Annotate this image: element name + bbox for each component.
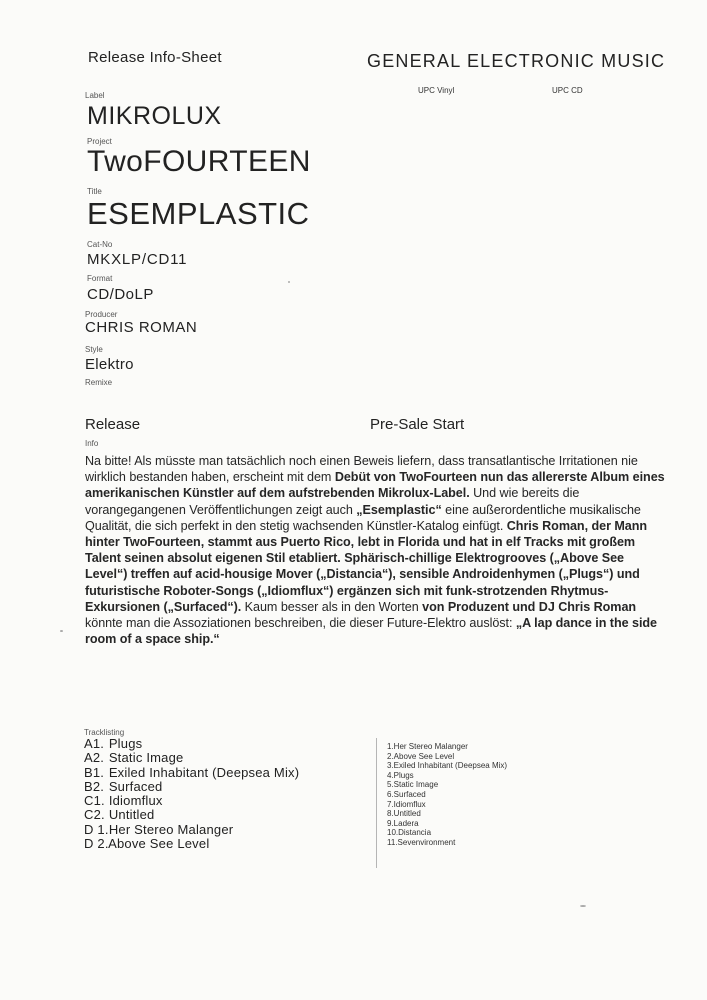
sheet-title: Release Info-Sheet (88, 49, 222, 66)
producer-caption: Producer (85, 310, 118, 319)
cd-track: 4.Plugs (387, 770, 414, 780)
info-text-segment: Na bitte! Als müsste man tatsächlich noch einen Beweis liefern, dass transatlantische Irritationen nie wirklich bestanden haben, erscheint mit dem (85, 454, 638, 485)
upc-cd-label: UPC CD (552, 86, 583, 95)
catno-value: MKXLP/CD11 (87, 251, 188, 268)
label-value: MIKROLUX (87, 102, 222, 130)
info-text-bold: „A lap dance in the side room of a space ship.“ (85, 616, 657, 647)
producer-value: CHRIS ROMAN (85, 319, 198, 336)
cd-track: 5.Static Image (387, 780, 439, 790)
catno-caption: Cat-No (87, 240, 113, 249)
brand-name: GENERAL ELECTRONIC MUSIC (367, 51, 666, 71)
vinyl-track (84, 751, 364, 765)
cd-track: 8.Untitled (387, 809, 421, 819)
vinyl-track (84, 823, 364, 837)
style-value: Elektro (85, 356, 134, 373)
cd-track: 9.Ladera (387, 818, 419, 828)
cd-track: 6.Surfaced (387, 789, 426, 799)
scan-speck (580, 905, 586, 907)
vinyl-track (84, 808, 364, 822)
project-value: TwoFOURTEEN (87, 145, 311, 178)
upc-vinyl-label: UPC Vinyl (418, 86, 455, 95)
vinyl-track (84, 780, 364, 794)
track-position: D 1. (84, 821, 109, 837)
cd-track: 3.Exiled Inhabitant (Deepsea Mix) (387, 761, 508, 771)
track-title: Static Image (108, 750, 184, 766)
cd-track: 7.Idiomflux (387, 799, 426, 809)
cd-column-divider (376, 738, 377, 868)
track-position: A1. (84, 736, 105, 751)
track-title: Above See Level (108, 836, 210, 852)
track-position: A2. (84, 750, 105, 766)
release-heading: Release (85, 416, 141, 433)
track-title: Untitled (108, 807, 155, 823)
scan-speck (60, 630, 63, 632)
track-title: Surfaced (108, 778, 163, 794)
info-text-segment: eine außerordentliche musikalische Qualität, die sich perfekt in den stetig wachsenden Künstler-Katalog einfügt. (85, 502, 641, 533)
track-title: Plugs (108, 736, 143, 751)
vinyl-track (84, 837, 364, 851)
info-text-segment: könnte man die Assoziationen beschreiben, die dieser Future-Elektro auslöst: (85, 616, 516, 631)
track-position: C2. (84, 807, 105, 823)
vinyl-tracklist (84, 737, 364, 851)
release-info-text (85, 453, 665, 647)
info-text-segment: Und wie bereits die vorangegangenen Veröffentlichungen zeigt auch (85, 486, 580, 517)
project-caption: Project (87, 137, 112, 146)
info-text-bold: von Produzent und DJ Chris Roman (422, 599, 637, 614)
remixe-caption: Remixe (85, 378, 113, 387)
cd-track: 10.Distancia (387, 828, 432, 838)
track-position: C1. (84, 793, 105, 809)
track-position: D 2. (84, 836, 109, 852)
format-value: CD/DoLP (87, 286, 154, 303)
format-caption: Format (87, 274, 113, 283)
vinyl-track (84, 766, 364, 780)
track-position: B2. (84, 778, 105, 794)
info-text-segment: Kaum besser als in den Worten (241, 599, 423, 614)
title-value: ESEMPLASTIC (87, 196, 310, 231)
cd-tracklist (387, 742, 587, 848)
info-text-bold: „Esemplastic“ (356, 502, 442, 517)
title-caption: Title (87, 187, 102, 196)
scan-speck (288, 281, 290, 283)
track-title: Idiomflux (108, 793, 163, 809)
cd-track: 1.Her Stereo Malanger (387, 742, 468, 751)
info-caption: Info (85, 439, 99, 448)
track-position: B1. (84, 764, 105, 780)
tracklisting-caption: Tracklisting (84, 728, 125, 737)
track-title: Her Stereo Malanger (108, 821, 234, 837)
track-title: Exiled Inhabitant (Deepsea Mix) (108, 764, 300, 780)
info-text-bold: Chris Roman, der Mann hinter TwoFourteen, stammt aus Puerto Rico, lebt in Florida und hat in elf Tracks mit großem Talent seinen absolut eigenen Stil etabliert. Sphärisch-chillige Elektrogrooves („Above See Level“) treffen auf acid-housige Mover („Distancia“), sensible Androidenhymen („Plugs“) und futuristische Roboter-Songs („Idiomflux“) ergänzen sich mit funk-strotzenden Rhytmus-Exkursionen („Surfaced“). (85, 518, 648, 614)
vinyl-track (84, 794, 364, 808)
style-caption: Style (85, 345, 103, 354)
presale-heading: Pre-Sale Start (370, 416, 465, 433)
cd-track: 2.Above See Level (387, 751, 455, 761)
info-text-bold: Debüt von TwoFourteen nun das allererste Album eines amerikanischen Künstler auf dem aufstrebenden Mikrolux-Label. (85, 470, 665, 501)
label-caption: Label (85, 91, 105, 100)
cd-track: 11.Sevenvironment (387, 837, 456, 847)
vinyl-track (84, 737, 364, 751)
